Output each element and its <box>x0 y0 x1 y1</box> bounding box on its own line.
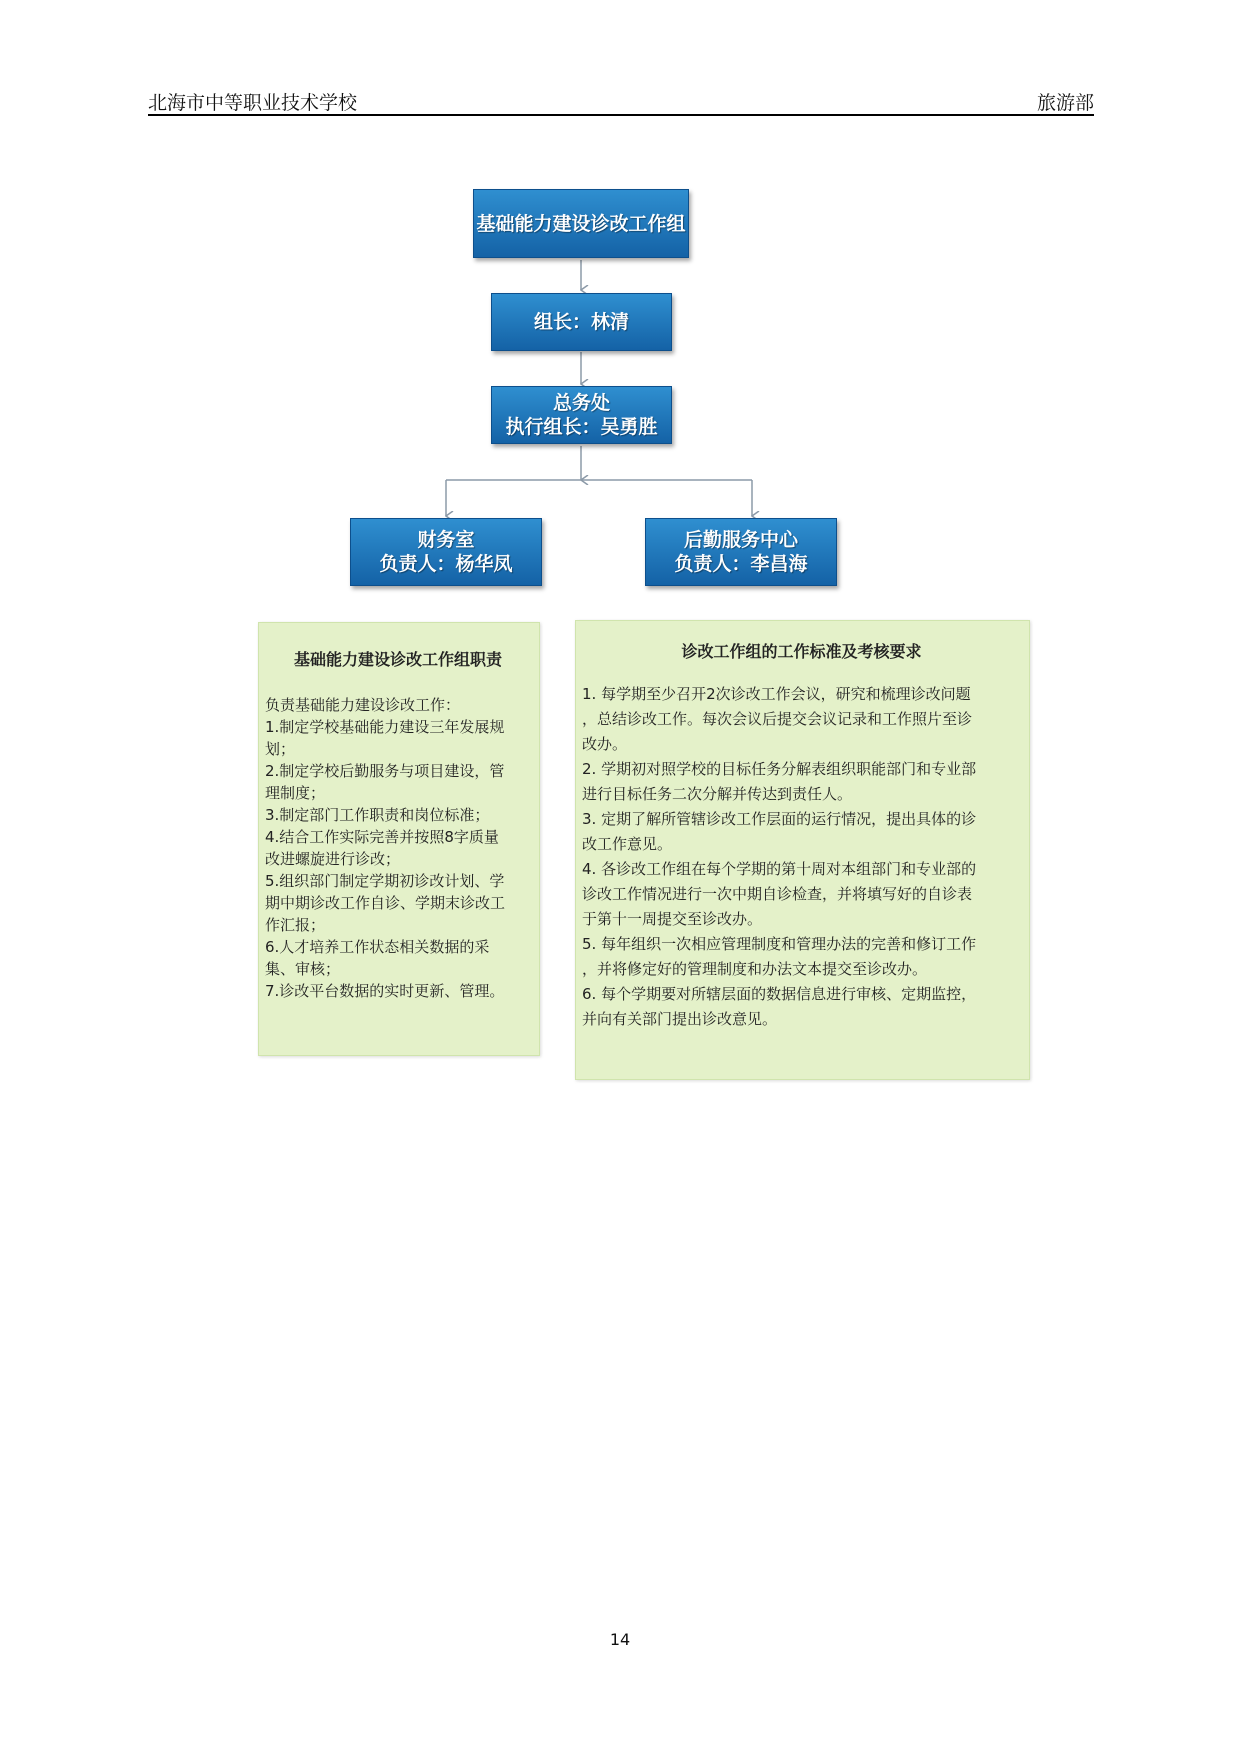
school-name: 北海市中等职业技术学校 <box>148 92 358 114</box>
workgroup-title: 基础能力建设诊改工作组 <box>476 212 686 235</box>
duties-line: 作汇报； <box>265 916 326 934</box>
department-name: 旅游部 <box>1036 92 1094 114</box>
org-node-leader <box>491 293 672 351</box>
standards-line: 改工作意见。 <box>582 835 673 853</box>
duties-line: 5.组织部门制定学期初诊改计划、学 <box>265 872 505 890</box>
executive-office: 总务处 <box>552 392 610 414</box>
standards-line: 5. 每年组织一次相应管理制度和管理办法的完善和修订工作 <box>582 935 977 953</box>
duties-line: 划； <box>265 740 296 758</box>
standards-line: ，并将修定好的管理制度和办法文本提交至诊改办。 <box>582 960 928 978</box>
standards-line: 并向有关部门提出诊改意见。 <box>582 1010 778 1028</box>
duties-line: 6.人才培养工作状态相关数据的采 <box>265 938 490 956</box>
duties-panel <box>258 622 540 1056</box>
duties-line: 7.诊改平台数据的实时更新、管理。 <box>265 982 505 1000</box>
standards-line: 2. 学期初对照学校的目标任务分解表组织职能部门和专业部 <box>582 760 977 778</box>
standards-title: 诊改工作组的工作标准及考核要求 <box>681 642 922 661</box>
leader-name: 组长：林清 <box>533 311 629 333</box>
duties-line: 1.制定学校基础能力建设三年发展规 <box>265 718 505 736</box>
header-divider <box>148 114 1094 116</box>
standards-line: 1. 每学期至少召开2次诊改工作会议，研究和梳理诊改问题 <box>582 685 971 703</box>
duties-line: 3.制定部门工作职责和岗位标准； <box>265 806 490 824</box>
duties-line: 改进螺旋进行诊改； <box>265 850 401 868</box>
duties-line: 4.结合工作实际完善并按照8字质量 <box>265 828 499 846</box>
org-node-executive <box>491 386 672 444</box>
org-node-finance <box>350 518 542 586</box>
finance-person: 负责人：杨华凤 <box>379 553 513 575</box>
page-number: 14 <box>609 1630 631 1649</box>
standards-line: ，总结诊改工作。每次会议后提交会议记录和工作照片至诊 <box>582 710 973 728</box>
duties-intro: 负责基础能力建设诊改工作： <box>265 696 461 714</box>
duties-line: 2.制定学校后勤服务与项目建设，管 <box>265 762 505 780</box>
standards-line: 改办。 <box>582 735 628 753</box>
duties-line: 期中期诊改工作自诊、学期末诊改工 <box>265 894 506 912</box>
standards-line: 3. 定期了解所管辖诊改工作层面的运行情况，提出具体的诊 <box>582 810 977 828</box>
standards-line: 6. 每个学期要对所辖层面的数据信息进行审核、定期监控， <box>582 985 977 1003</box>
logistics-office: 后勤服务中心 <box>683 529 798 551</box>
duties-title: 基础能力建设诊改工作组职责 <box>293 650 502 669</box>
standards-panel <box>575 620 1030 1080</box>
executive-person: 执行组长：吴勇胜 <box>505 416 658 438</box>
standards-line: 于第十一周提交至诊改办。 <box>582 910 763 928</box>
standards-line: 4. 各诊改工作组在每个学期的第十周对本组部门和专业部的 <box>582 860 977 878</box>
duties-line: 理制度； <box>265 784 326 802</box>
org-node-logistics <box>645 518 837 586</box>
org-node-workgroup <box>473 189 689 258</box>
finance-office: 财务室 <box>417 529 475 551</box>
standards-line: 进行目标任务二次分解并传达到责任人。 <box>582 785 853 803</box>
standards-line: 诊改工作情况进行一次中期自诊检查，并将填写好的自诊表 <box>582 885 973 903</box>
duties-line: 集、审核； <box>265 960 341 978</box>
duties-list <box>265 716 531 1002</box>
logistics-person: 负责人：李昌海 <box>674 553 808 575</box>
standards-list <box>582 682 1021 1032</box>
